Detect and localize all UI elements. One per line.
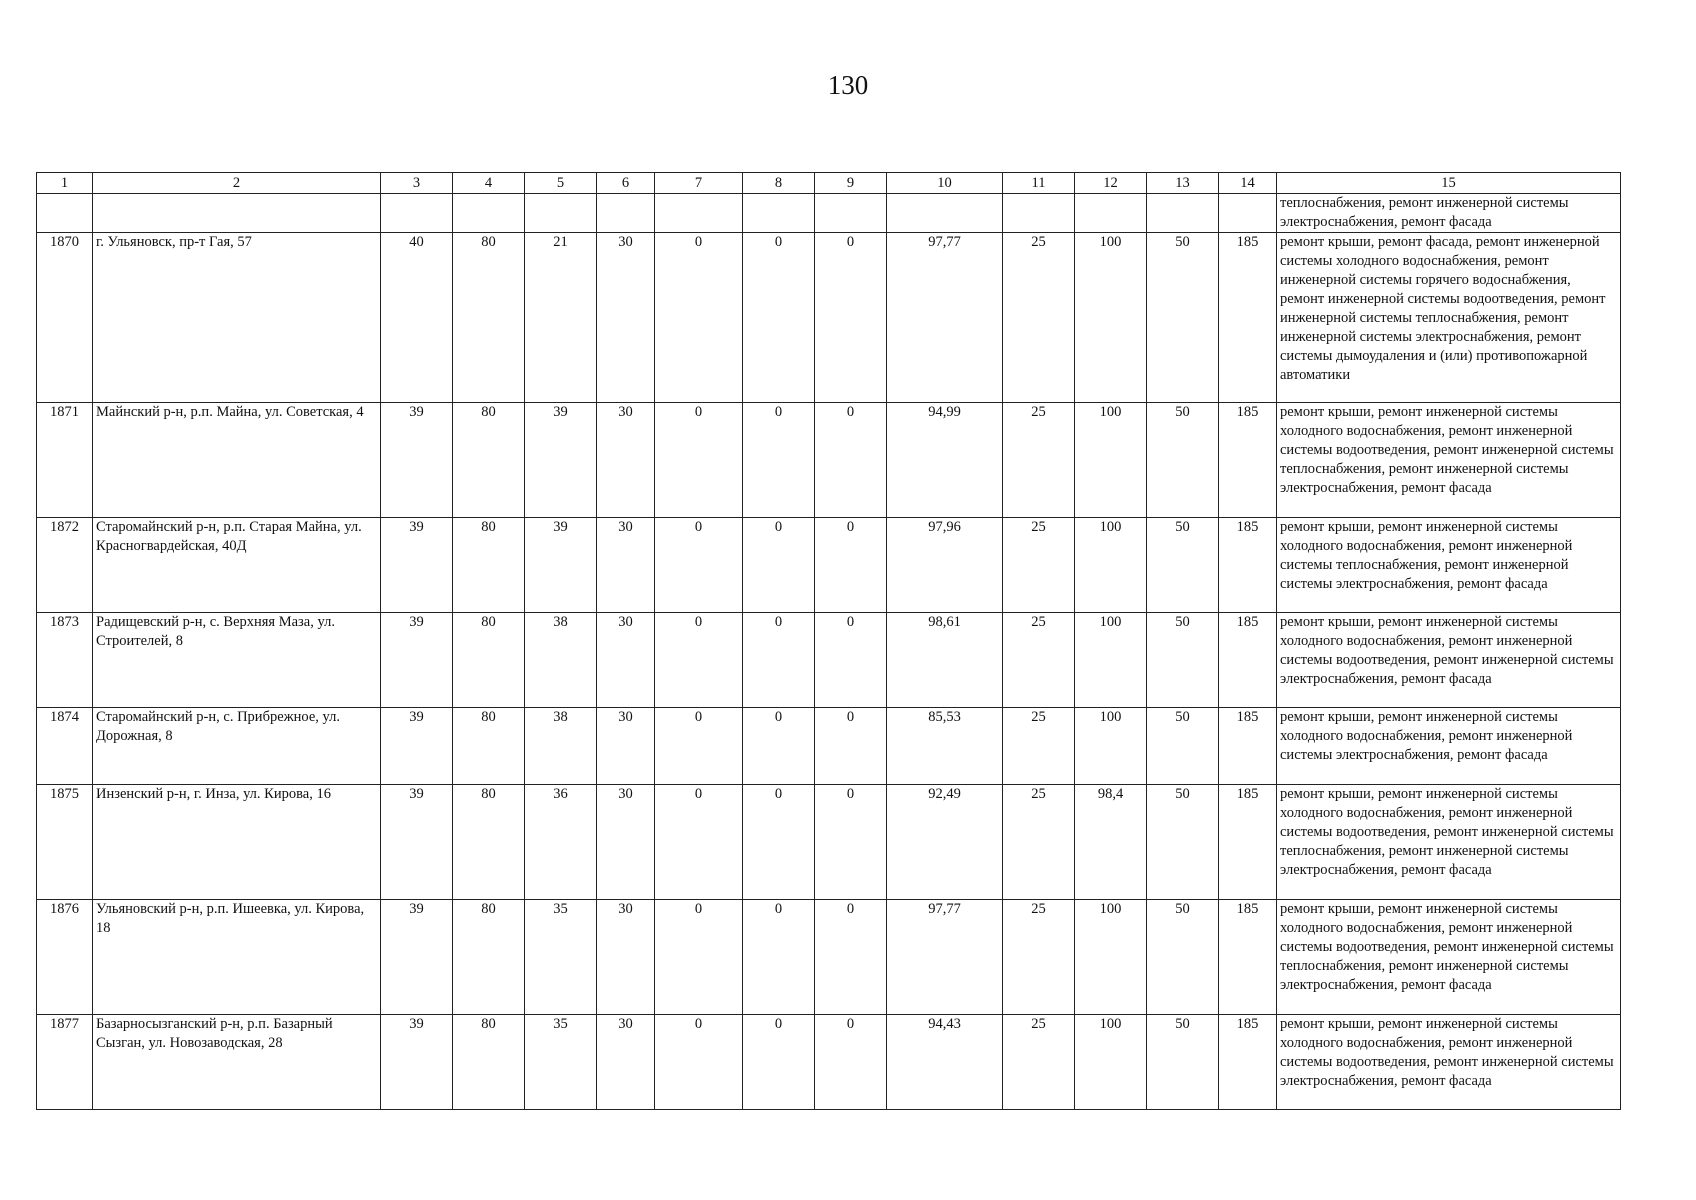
value-cell: 39 — [381, 785, 453, 900]
value-cell: 0 — [815, 708, 887, 785]
address-cell: Базарносызганский р-н, р.п. Базарный Сызган, ул. Новозаводская, 28 — [93, 1015, 381, 1110]
value-cell: 94,99 — [887, 403, 1003, 518]
value-cell: 100 — [1075, 1015, 1147, 1110]
value-cell: 97,77 — [887, 900, 1003, 1015]
value-cell: 185 — [1219, 785, 1277, 900]
table-row — [37, 1015, 1621, 1110]
continuation-row — [37, 194, 1621, 233]
value-cell: 35 — [525, 900, 597, 1015]
row-number: 1873 — [37, 613, 93, 708]
value-cell: 30 — [597, 233, 655, 403]
value-cell: 185 — [1219, 900, 1277, 1015]
value-cell: 100 — [1075, 403, 1147, 518]
value-cell: 36 — [525, 785, 597, 900]
page-number: 130 — [827, 70, 869, 100]
value-cell: 100 — [1075, 708, 1147, 785]
value-cell: 0 — [815, 403, 887, 518]
value-cell: 0 — [743, 900, 815, 1015]
row-number: 1872 — [37, 518, 93, 613]
value-cell: 50 — [1147, 403, 1219, 518]
value-cell: 185 — [1219, 233, 1277, 403]
value-cell: 80 — [453, 403, 525, 518]
value-cell: 0 — [743, 233, 815, 403]
row-number: 1876 — [37, 900, 93, 1015]
works-cell: ремонт крыши, ремонт инженерной системы холодного водоснабжения, ремонт инженерной системы электроснабжения, ремонт фасада — [1277, 708, 1621, 785]
works-cell: ремонт крыши, ремонт инженерной системы холодного водоснабжения, ремонт инженерной системы водоотведения, ремонт инженерной системы теплоснабжения, ремонт инженерной системы электроснабжения, ремонт фасада — [1277, 785, 1621, 900]
table-row — [37, 785, 1621, 900]
value-cell: 0 — [815, 613, 887, 708]
value-cell: 97,77 — [887, 233, 1003, 403]
row-number: 1877 — [37, 1015, 93, 1110]
value-cell: 100 — [1075, 518, 1147, 613]
value-cell: 92,49 — [887, 785, 1003, 900]
repair-program-table — [36, 172, 1621, 1110]
value-cell: 80 — [453, 613, 525, 708]
value-cell: 25 — [1003, 708, 1075, 785]
value-cell: 30 — [597, 785, 655, 900]
works-cell: теплоснабжения, ремонт инженерной системы электроснабжения, ремонт фасада — [1277, 194, 1621, 233]
value-cell: 100 — [1075, 900, 1147, 1015]
column-number: 13 — [1147, 173, 1219, 194]
value-cell: 185 — [1219, 403, 1277, 518]
value-cell: 25 — [1003, 900, 1075, 1015]
value-cell: 0 — [655, 1015, 743, 1110]
works-cell: ремонт крыши, ремонт фасада, ремонт инженерной системы холодного водоснабжения, ремонт инженерной системы горячего водоснабжения, ремонт инженерной системы водоотведения, ремонт инженерной системы теплоснабжения, ремонт инженерной системы электроснабжения, ремонт системы дымоудаления и (или) противопожарной автоматики — [1277, 233, 1621, 403]
value-cell: 0 — [743, 708, 815, 785]
value-cell: 30 — [597, 613, 655, 708]
column-number: 10 — [887, 173, 1003, 194]
column-number: 7 — [655, 173, 743, 194]
value-cell: 39 — [525, 518, 597, 613]
value-cell: 80 — [453, 900, 525, 1015]
value-cell: 25 — [1003, 613, 1075, 708]
value-cell: 30 — [597, 708, 655, 785]
column-number: 9 — [815, 173, 887, 194]
value-cell: 85,53 — [887, 708, 1003, 785]
works-cell: ремонт крыши, ремонт инженерной системы холодного водоснабжения, ремонт инженерной системы водоотведения, ремонт инженерной системы теплоснабжения, ремонт инженерной системы электроснабжения, ремонт фасада — [1277, 403, 1621, 518]
value-cell: 0 — [655, 613, 743, 708]
value-cell: 39 — [381, 403, 453, 518]
value-cell: 0 — [743, 785, 815, 900]
value-cell: 50 — [1147, 1015, 1219, 1110]
value-cell: 0 — [815, 785, 887, 900]
value-cell: 40 — [381, 233, 453, 403]
value-cell: 80 — [453, 518, 525, 613]
value-cell: 38 — [525, 613, 597, 708]
value-cell: 50 — [1147, 900, 1219, 1015]
works-cell: ремонт крыши, ремонт инженерной системы холодного водоснабжения, ремонт инженерной системы водоотведения, ремонт инженерной системы электроснабжения, ремонт фасада — [1277, 1015, 1621, 1110]
address-cell: Старомайнский р-н, р.п. Старая Майна, ул. Красногвардейская, 40Д — [93, 518, 381, 613]
address-cell: Инзенский р-н, г. Инза, ул. Кирова, 16 — [93, 785, 381, 900]
column-number: 8 — [743, 173, 815, 194]
value-cell: 50 — [1147, 708, 1219, 785]
value-cell: 0 — [743, 613, 815, 708]
row-number: 1871 — [37, 403, 93, 518]
value-cell: 30 — [597, 1015, 655, 1110]
table-row — [37, 900, 1621, 1015]
value-cell: 25 — [1003, 785, 1075, 900]
value-cell: 0 — [655, 403, 743, 518]
address-cell: Радищевский р-н, с. Верхняя Маза, ул. Строителей, 8 — [93, 613, 381, 708]
address-cell: Майнский р-н, р.п. Майна, ул. Советская, 4 — [93, 403, 381, 518]
column-number: 4 — [453, 173, 525, 194]
column-number: 2 — [93, 173, 381, 194]
value-cell: 80 — [453, 785, 525, 900]
works-cell: ремонт крыши, ремонт инженерной системы холодного водоснабжения, ремонт инженерной системы теплоснабжения, ремонт инженерной системы электроснабжения, ремонт фасада — [1277, 518, 1621, 613]
value-cell: 0 — [815, 900, 887, 1015]
row-number: 1875 — [37, 785, 93, 900]
value-cell: 97,96 — [887, 518, 1003, 613]
value-cell: 38 — [525, 708, 597, 785]
value-cell: 98,4 — [1075, 785, 1147, 900]
address-cell: г. Ульяновск, пр-т Гая, 57 — [93, 233, 381, 403]
value-cell: 100 — [1075, 233, 1147, 403]
value-cell: 0 — [655, 708, 743, 785]
value-cell: 25 — [1003, 233, 1075, 403]
value-cell: 0 — [655, 233, 743, 403]
table-row — [37, 403, 1621, 518]
column-number: 5 — [525, 173, 597, 194]
value-cell: 39 — [381, 708, 453, 785]
address-cell: Ульяновский р-н, р.п. Ишеевка, ул. Кирова, 18 — [93, 900, 381, 1015]
row-number: 1870 — [37, 233, 93, 403]
value-cell: 100 — [1075, 613, 1147, 708]
column-number: 1 — [37, 173, 93, 194]
value-cell: 98,61 — [887, 613, 1003, 708]
value-cell: 39 — [381, 518, 453, 613]
value-cell: 185 — [1219, 708, 1277, 785]
works-cell: ремонт крыши, ремонт инженерной системы холодного водоснабжения, ремонт инженерной системы водоотведения, ремонт инженерной системы теплоснабжения, ремонт инженерной системы электроснабжения, ремонт фасада — [1277, 900, 1621, 1015]
column-number: 12 — [1075, 173, 1147, 194]
value-cell: 30 — [597, 518, 655, 613]
value-cell: 0 — [815, 233, 887, 403]
value-cell: 39 — [381, 1015, 453, 1110]
column-number: 14 — [1219, 173, 1277, 194]
value-cell: 39 — [525, 403, 597, 518]
value-cell: 0 — [743, 518, 815, 613]
column-number: 3 — [381, 173, 453, 194]
value-cell: 21 — [525, 233, 597, 403]
value-cell: 25 — [1003, 1015, 1075, 1110]
table-row — [37, 613, 1621, 708]
value-cell: 25 — [1003, 518, 1075, 613]
column-number-header-row — [37, 173, 1621, 194]
value-cell: 39 — [381, 613, 453, 708]
value-cell: 30 — [597, 403, 655, 518]
column-number: 15 — [1277, 173, 1621, 194]
value-cell: 185 — [1219, 613, 1277, 708]
value-cell: 30 — [597, 900, 655, 1015]
value-cell: 185 — [1219, 1015, 1277, 1110]
value-cell: 0 — [815, 518, 887, 613]
column-number: 11 — [1003, 173, 1075, 194]
value-cell: 39 — [381, 900, 453, 1015]
value-cell: 0 — [743, 403, 815, 518]
value-cell: 50 — [1147, 518, 1219, 613]
address-cell: Старомайнский р-н, с. Прибрежное, ул. Дорожная, 8 — [93, 708, 381, 785]
table-row — [37, 518, 1621, 613]
table-row — [37, 233, 1621, 403]
value-cell: 0 — [655, 900, 743, 1015]
value-cell: 0 — [655, 785, 743, 900]
value-cell: 0 — [655, 518, 743, 613]
column-number: 6 — [597, 173, 655, 194]
row-number: 1874 — [37, 708, 93, 785]
value-cell: 0 — [815, 1015, 887, 1110]
table-row — [37, 708, 1621, 785]
value-cell: 80 — [453, 1015, 525, 1110]
value-cell: 25 — [1003, 403, 1075, 518]
works-cell: ремонт крыши, ремонт инженерной системы холодного водоснабжения, ремонт инженерной системы водоотведения, ремонт инженерной системы электроснабжения, ремонт фасада — [1277, 613, 1621, 708]
value-cell: 185 — [1219, 518, 1277, 613]
value-cell: 50 — [1147, 785, 1219, 900]
value-cell: 50 — [1147, 613, 1219, 708]
value-cell: 80 — [453, 708, 525, 785]
value-cell: 50 — [1147, 233, 1219, 403]
value-cell: 35 — [525, 1015, 597, 1110]
value-cell: 80 — [453, 233, 525, 403]
value-cell: 94,43 — [887, 1015, 1003, 1110]
value-cell: 0 — [743, 1015, 815, 1110]
